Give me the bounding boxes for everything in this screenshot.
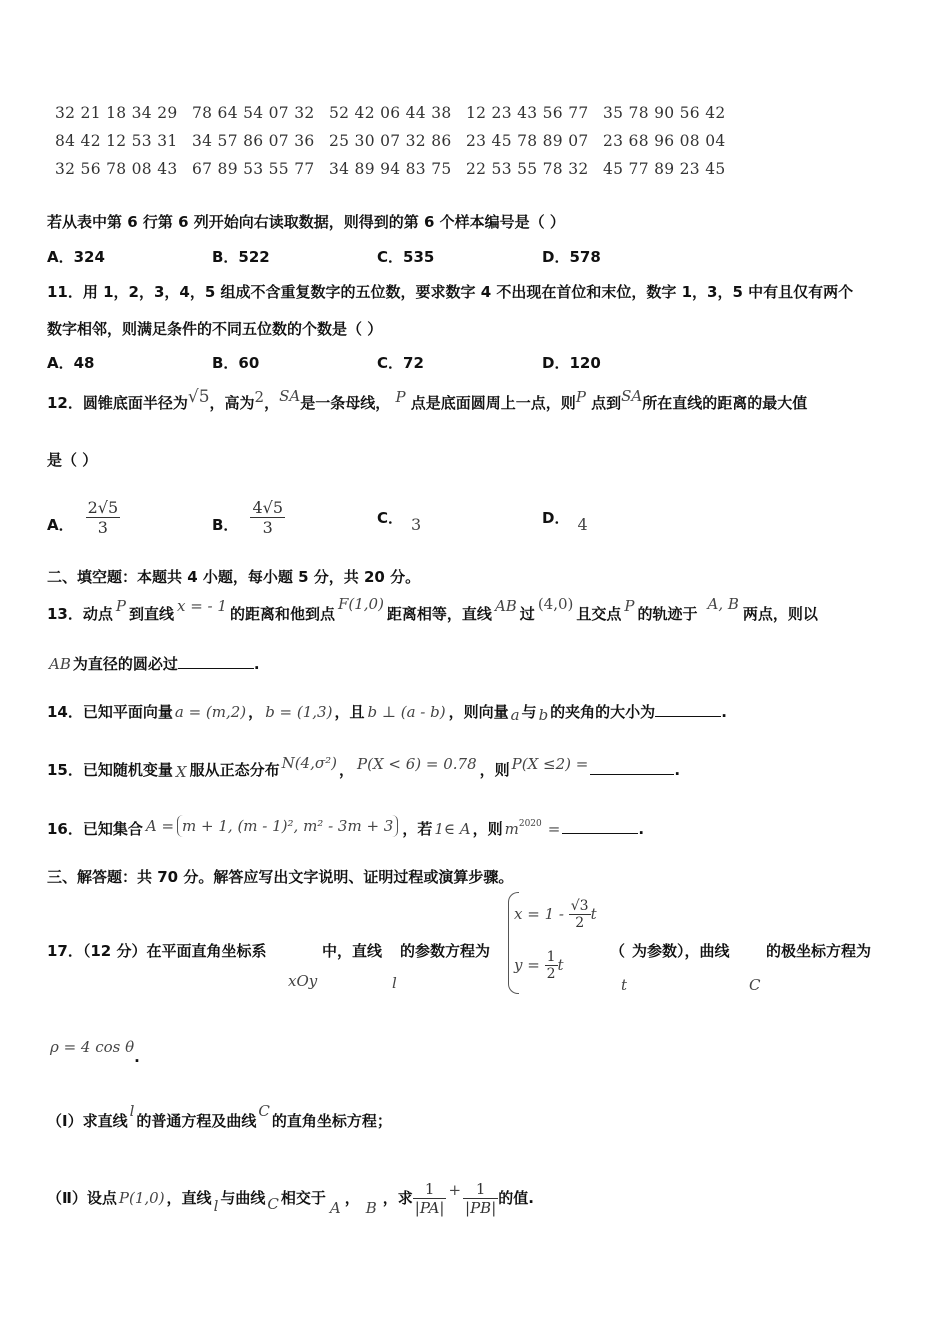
q16-text: ，若 [402,820,433,838]
part-2-fraction-pa [413,1180,447,1217]
polar-end: . [134,1048,140,1066]
part-1-text: （Ⅰ）求直线 [47,1112,128,1130]
q12-sa: SA [621,387,643,405]
q12-p: P [395,388,406,406]
q12-option-d-label: D． [542,509,570,527]
answer-blank[interactable] [590,760,674,775]
answer-blank[interactable] [178,654,254,669]
plus-sign: + [448,1181,462,1199]
table-cell: 23 45 78 89 07 [466,132,589,150]
q16-equals: = [547,820,561,838]
q13-end: . [253,655,260,673]
table-cell: 32 21 18 34 29 [55,104,178,122]
q16-set-elements: m + 1, (m - 1)², m² - 3m + 3 [177,815,398,837]
section-2-heading: 二、填空题：本题共 4 小题，每小题 5 分，共 20 分。 [47,568,421,586]
q17-xoy: xOy [288,972,318,990]
q17-text-3: 的参数方程为 [400,942,491,960]
q12-option-a-fraction [86,498,121,537]
q17-text-6: 的极坐标方程为 [766,942,872,960]
part-2-l: l [213,1197,219,1215]
part-2-fraction-pb [463,1180,498,1217]
part-2-text: ，求 [382,1189,413,1207]
q12-option-c-label: C． [377,509,404,527]
q12-sqrt5: √5 [187,387,210,407]
q12-text: 12．圆锥底面半径为 [47,394,188,412]
fraction-denominator: 3 [262,518,273,537]
q12-text: 所在直线的距离的最大值 [642,394,808,412]
q13-line1 [47,595,818,624]
q11-option-d: D．120 [542,354,601,372]
q13-ab: AB [494,597,517,615]
q17-text-2: 中，直线 [322,942,383,960]
q17-equation-1 [514,898,597,931]
q17-l: l [392,974,397,992]
table-cell: 23 68 96 08 04 [603,132,726,150]
q12-option-b [212,498,285,545]
q16-power-exponent: 2020 [518,819,542,829]
q12-option-c-value: 3 [411,515,422,534]
equation-t: t [557,956,564,974]
q15-text: ，则 [479,761,510,779]
q17-equation-2 [514,949,564,982]
q13-ab-points: A, B [707,595,739,613]
fraction-numerator: 4√5 [252,498,283,517]
fraction-numerator: 2√5 [87,498,119,517]
q17-c: C [749,976,761,994]
q14-text: 与 [521,703,537,721]
part-2-b: B [365,1199,377,1217]
q13-text: 的距离和他到点 [229,605,335,623]
q13-point: (4,0) [537,595,574,613]
table-cell: 34 89 94 83 75 [329,160,452,178]
q17-t: t [621,976,628,994]
table-cell: 22 53 55 78 32 [466,160,589,178]
q13-line2 [49,653,260,674]
q16-power-base: m [504,820,519,838]
q14-line [47,701,727,722]
table-row [55,160,740,178]
equation-lhs: x = 1 - [514,905,564,923]
q12-text: 是一条母线， [300,394,391,412]
table-cell: 35 78 90 56 42 [603,104,726,122]
q12-text: ， [264,394,280,412]
fraction-denominator: 3 [97,518,108,537]
q15-text: 15．已知随机变量 [47,761,173,779]
q13-p: P [624,597,635,615]
part-2-text: ，直线 [166,1189,212,1207]
q16-text: 16．已知集合 [47,820,143,838]
q10-option-b: B．522 [212,248,270,266]
q17-text-5: 为参数），曲线 [632,942,730,960]
q16-end: . [638,820,645,838]
q13-focus: F(1,0) [337,595,384,613]
q15-prob2: P(X ≤2) = [511,755,589,773]
part-1-text: 的直角坐标方程； [271,1112,392,1130]
part-2-text: （Ⅱ）设点 [47,1189,117,1207]
part-2-comma: ， [344,1189,360,1207]
q16-text: ，则 [472,820,503,838]
table-cell: 78 64 54 07 32 [192,104,315,122]
q13-ab: AB [49,655,71,673]
q12-option-b-label: B． [212,516,239,534]
q11-option-a: A．48 [47,354,95,372]
q14-vector-b: b = (1,3) [265,703,333,721]
q14-text: 14．已知平面向量 [47,703,173,721]
table-cell: 52 42 06 44 38 [329,104,452,122]
q14-a: a [510,706,520,724]
q17-part-2 [47,1180,534,1217]
q12-option-d-value: 4 [577,515,588,534]
table-row [55,132,740,150]
q12-p: P [575,388,586,406]
fraction-denominator: |PA| [414,1199,445,1217]
fraction-denominator: |PB| [465,1199,497,1217]
part-2-text: 的值. [498,1189,534,1207]
q17-part-1 [47,1102,392,1131]
equation-lhs: y = [514,956,540,974]
q12-sa: SA [279,387,301,405]
q11-line1: 11．用 1，2，3，4，5 组成不含重复数字的五位数，要求数字 4 不出现在首位和末位，数字 1，3，5 中有且仅有两个 [47,283,854,301]
q14-b: b [538,706,549,724]
q13-p: P [115,597,126,615]
table-cell: 67 89 53 55 77 [192,160,315,178]
part-2-text: 与曲线 [220,1189,266,1207]
q14-text: ，且 [334,703,365,721]
q16-line [47,818,644,839]
table-row [55,104,740,122]
q13-text: 两点，则以 [742,605,818,623]
q15-text: 服从正态分布 [189,761,280,779]
q10-stem: 若从表中第 6 行第 6 列开始向右读取数据，则得到的第 6 个样本编号是（ ） [47,213,565,231]
q15-distribution: N(4,σ²) [281,754,337,772]
q10-option-c: C．535 [377,248,435,266]
q17-text-4: （ [610,942,626,960]
table-cell: 84 42 12 53 31 [55,132,178,150]
q15-end: . [674,761,681,779]
part-2-text: 相交于 [280,1189,326,1207]
part-1-l: l [129,1102,135,1120]
fraction-numerator: √3 [570,898,589,914]
q13-text: 的轨迹于 [637,605,698,623]
q14-text: 的夹角的大小为 [550,703,656,721]
table-cell: 12 23 43 56 77 [466,104,589,122]
q12-text: 点到 [591,394,622,412]
equation-fraction [569,898,591,931]
q10-option-a: A．324 [47,248,105,266]
q13-text: 为直径的圆必过 [72,655,178,673]
q12-option-d [542,507,588,534]
q13-text: 13．动点 [47,605,113,623]
part-2-c: C [267,1195,279,1213]
q12-text: ，高为 [209,394,255,412]
fraction-numerator: 1 [546,949,556,965]
q14-condition: b ⊥ (a - b) [367,703,446,721]
answer-blank[interactable] [562,819,638,834]
q12-option-b-fraction [250,498,285,537]
q12-text: 点是底面圆周上一点，则 [410,394,576,412]
q14-end: . [721,703,727,721]
q13-text: 过 [519,605,535,623]
q17-text-1: 17．（12 分）在平面直角坐标系 [47,942,267,960]
q15-line [47,754,681,781]
q12-option-a-label: A． [47,516,74,534]
q12-height: 2 [254,388,265,406]
q13-text: 到直线 [128,605,174,623]
q10-option-d: D．578 [542,248,601,266]
table-cell: 32 56 78 08 43 [55,160,178,178]
fraction-numerator: 1 [413,1180,447,1199]
table-cell: 34 57 86 07 36 [192,132,315,150]
part-2-a: A [329,1199,341,1217]
table-cell: 45 77 89 23 45 [603,160,726,178]
q14-text: ，则向量 [448,703,509,721]
q12-option-c [377,507,422,534]
q15-text: ， [338,761,354,779]
q16-condition: 1∈ A [434,820,471,838]
part-1-text: 的普通方程及曲线 [136,1112,257,1130]
answer-blank[interactable] [655,702,721,717]
fraction-denominator: 2 [546,966,556,982]
q16-set-name: A = [145,817,175,835]
q13-line-eq: x = - 1 [176,597,227,615]
table-cell: 25 30 07 32 86 [329,132,452,150]
q11-option-c: C．72 [377,354,424,372]
q12-option-a [47,498,120,545]
part-1-c: C [258,1102,270,1120]
equation-fraction [545,949,558,982]
q12-line1 [47,387,808,413]
q15-x: X [175,763,187,781]
polar-equation: ρ = 4 cos θ [50,1038,135,1056]
equation-t: t [590,905,597,923]
part-2-point: P(1,0) [118,1189,165,1207]
q15-prob1: P(X < 6) = 0.78 [357,755,477,773]
q13-text: 距离相等，直线 [386,605,492,623]
fraction-denominator: 2 [575,915,585,931]
q14-text: ， [248,703,264,721]
q11-option-b: B．60 [212,354,260,372]
q11-line2: 数字相邻，则满足条件的不同五位数的个数是（ ） [47,320,383,338]
q13-text: 且交点 [576,605,622,623]
fraction-numerator: 1 [463,1180,498,1199]
section-3-heading: 三、解答题：共 70 分。解答应写出文字说明、证明过程或演算步骤。 [47,868,514,886]
q12-line2: 是（ ） [47,451,98,469]
q14-vector-a: a = (m,2) [174,703,247,721]
q17-polar-equation [50,1038,140,1066]
